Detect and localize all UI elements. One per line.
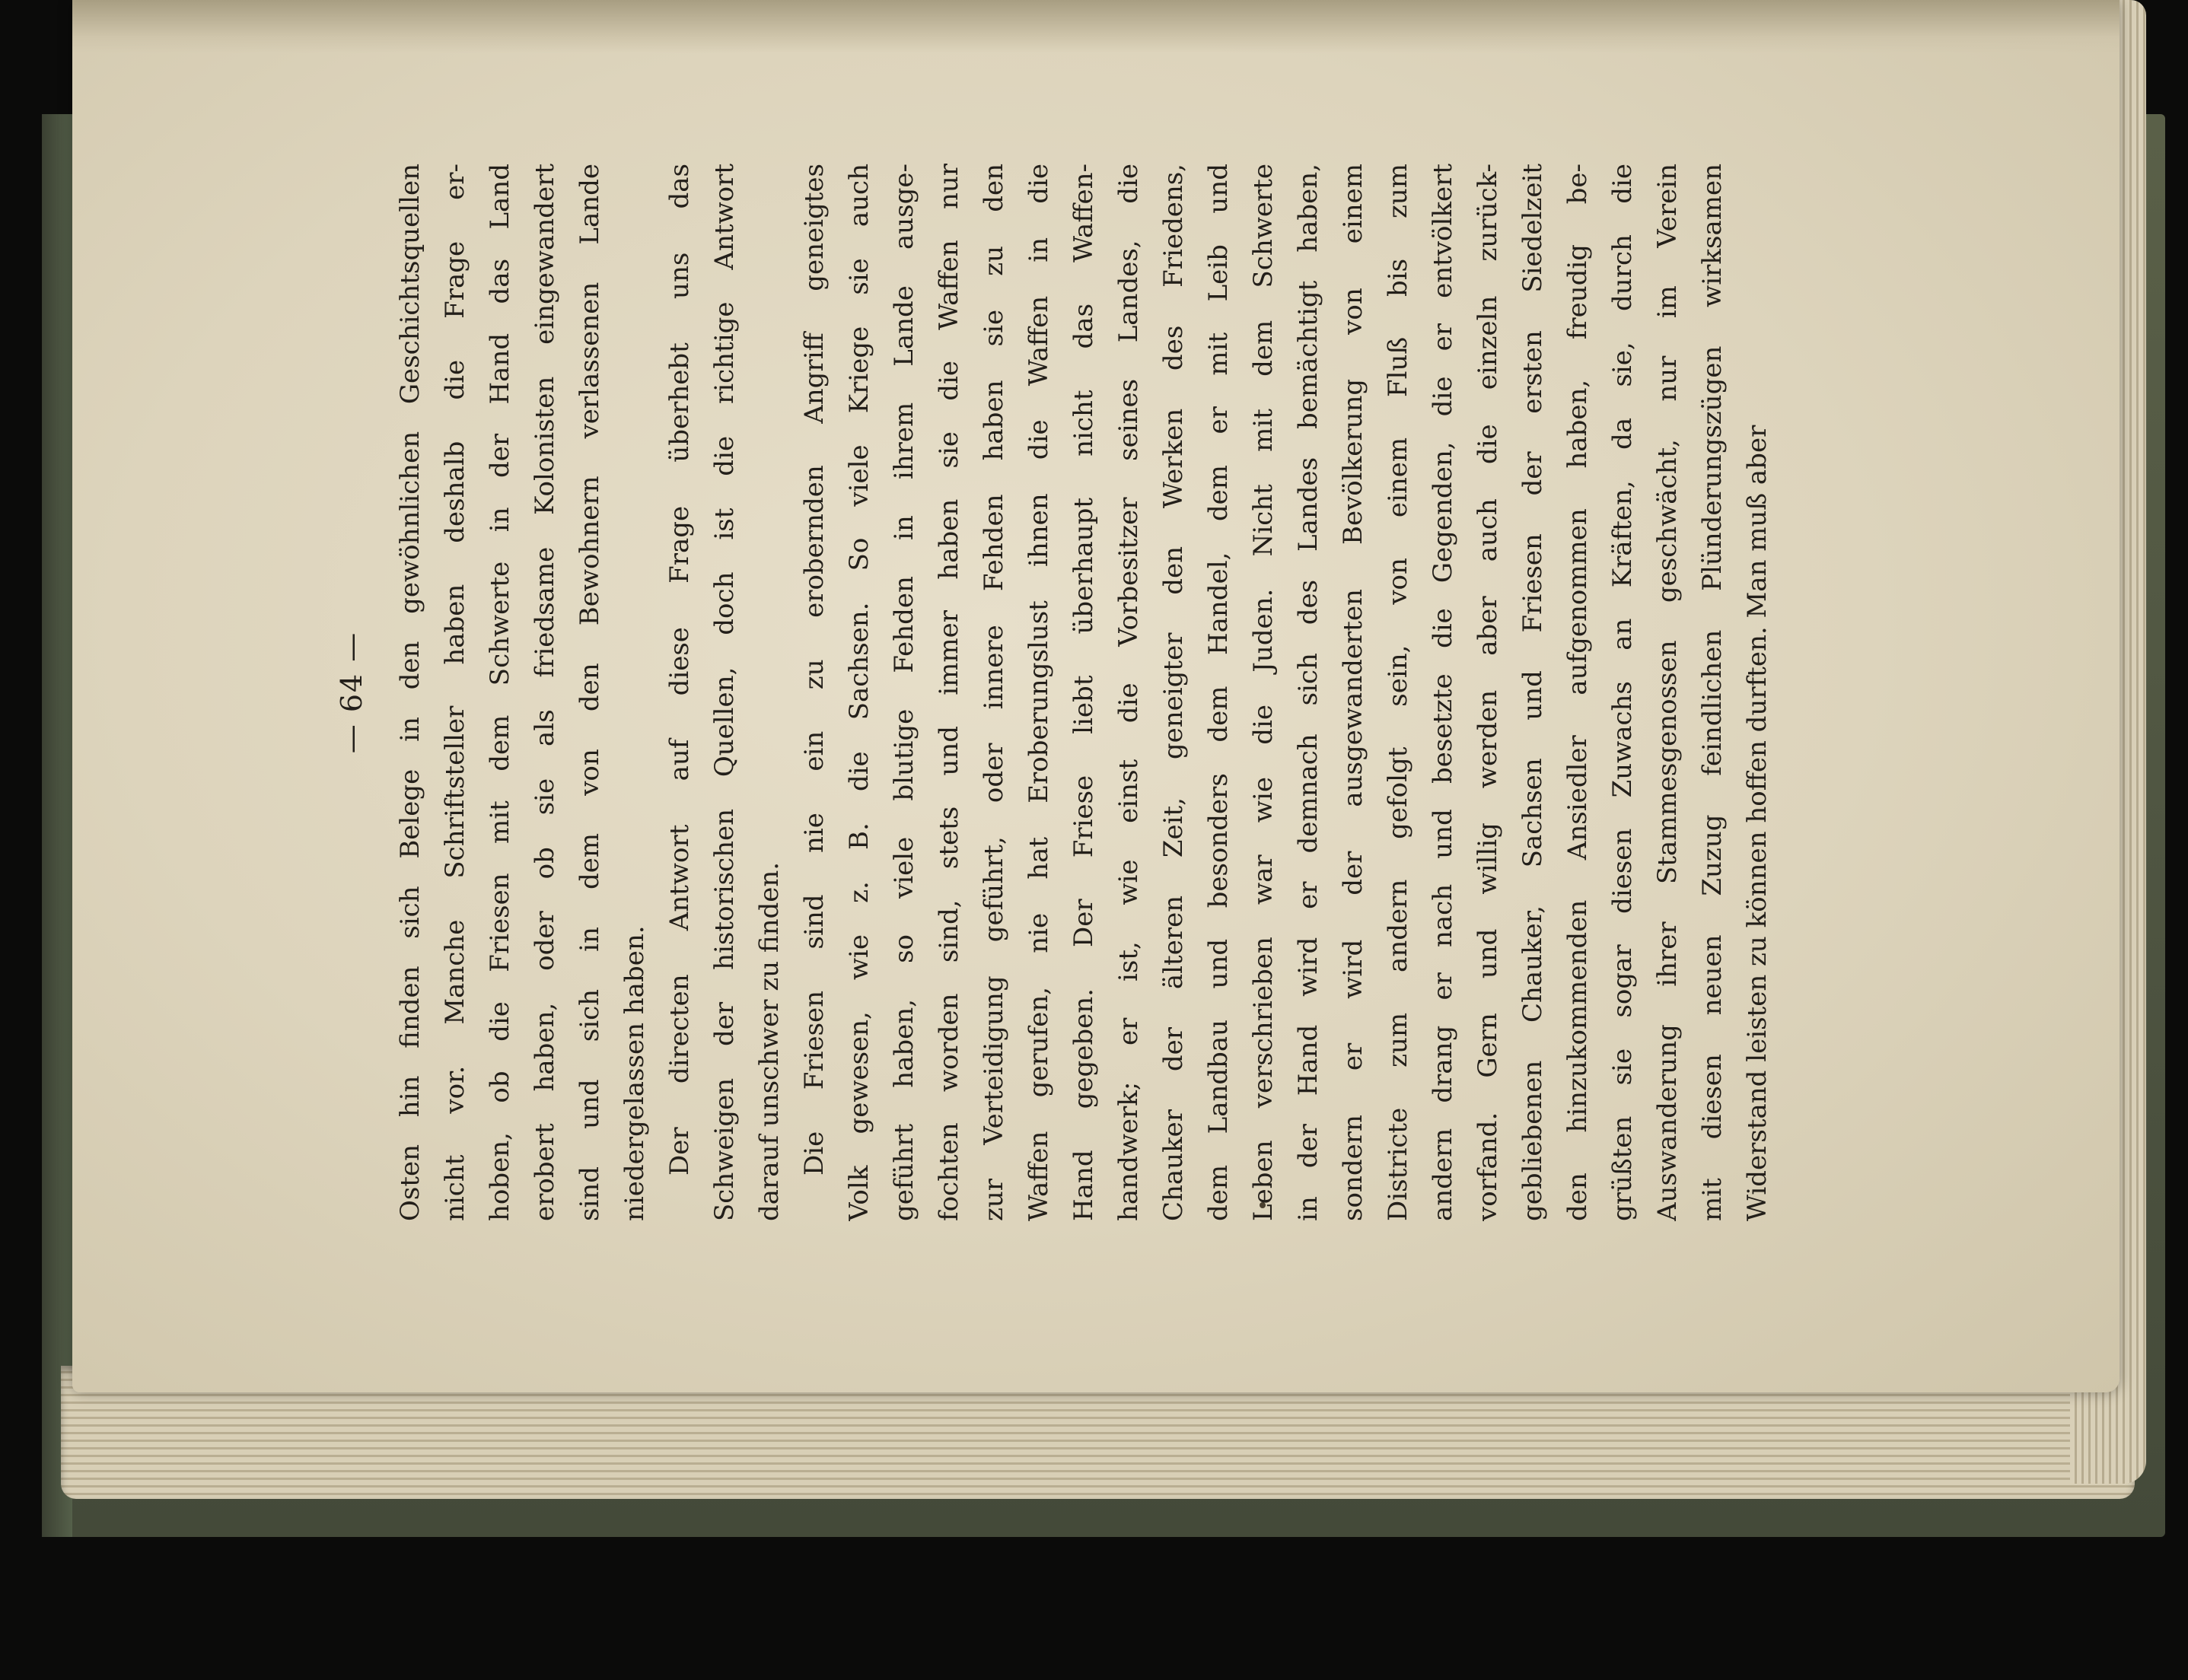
text-line: Waffen gerufen, nie hat Eroberungslust ihnen die Waffen in die [1024,164,1054,1221]
text-line: niedergelassen haben. [619,925,650,1221]
text-line: Hand gegeben. Der Friese liebt überhaupt nicht das Waffen- [1069,164,1099,1221]
text-line: dem Landbau und besonders dem Handel, dem er mit Leib und [1203,164,1234,1221]
text-line: hoben, ob die Friesen mit dem Schwerte in der Hand das Land [485,164,515,1221]
text-line: Schweigen der historischen Quellen, doch ist die richtige Antwort [709,164,740,1221]
page-gutter-shadow [72,0,2120,53]
text-line: erobert haben, oder ob sie als friedsame Kolonisten eingewandert [530,164,560,1221]
text-line: Volk gewesen, wie z. B. die Sachsen. So viele Kriege sie auch [844,164,874,1221]
page-number: — 64 — [335,631,368,754]
text-line: Die Friesen sind nie ein zu erobernden Angriff geneigtes [799,164,830,1176]
text-line: Leben verschrieben war wie die Juden. Nicht mit dem Schwerte [1248,164,1279,1221]
text-line: zur Verteidigung geführt, oder innere Fehden haben sie zu den [979,164,1009,1221]
text-line: nicht vor. Manche Schriftsteller haben deshalb die Frage er- [440,164,470,1221]
text-line: handwerk; er ist, wie einst die Vorbesitzer seines Landes, die [1113,164,1144,1221]
text-line: Osten hin finden sich Belege in den gewöhnlichen Geschichtsquellen [395,164,425,1221]
text-line: andern drang er nach und besetzte die Gegenden, die er entvölkert [1428,164,1458,1221]
text-line: mit diesen neuen Zuzug feindlichen Plünderungszügen wirksamen [1697,164,1728,1221]
text-line: fochten worden sind, stets und immer haben sie die Waffen nur [934,164,964,1221]
book-spine [42,114,72,1537]
text-line: gebliebenen Chauker, Sachsen und Friesen der ersten Siedelzeit [1518,164,1548,1221]
text-line: Auswanderung ihrer Stammesgenossen geschwächt, nur im Verein [1652,164,1683,1221]
text-line: Widerstand leisten zu können hoffen durften. Man muß aber [1742,425,1772,1221]
text-line: sind und sich in dem von den Bewohnern verlassenen Lande [575,164,605,1221]
text-line: Chauker der älteren Zeit, geneigter den Werken des Friedens, [1158,164,1189,1221]
text-line: geführt haben, so viele blutige Fehden in ihrem Lande ausge- [889,164,919,1221]
text-line: den hinzukommenden Ansiedler aufgenommen haben, freudig be- [1562,164,1593,1221]
page-body [388,164,1780,1221]
text-line: darauf unschwer zu finden. [754,861,785,1221]
rotated-text-block [335,164,1857,1221]
text-line: sondern er wird der ausgewanderten Bevölkerung von einem [1338,164,1368,1221]
text-line: Districte zum andern gefolgt sein, von einem Fluß bis zum [1383,164,1413,1221]
text-line: vorfand. Gern und willig werden aber auch die einzeln zurück- [1473,164,1503,1221]
text-line: Der directen Antwort auf diese Frage überhebt uns das [664,164,695,1176]
text-line: in der Hand wird er demnach sich des Landes bemächtigt haben, [1293,164,1323,1221]
text-line: grüßten sie sogar diesen Zuwachs an Kräften, da sie, durch die [1607,164,1638,1221]
